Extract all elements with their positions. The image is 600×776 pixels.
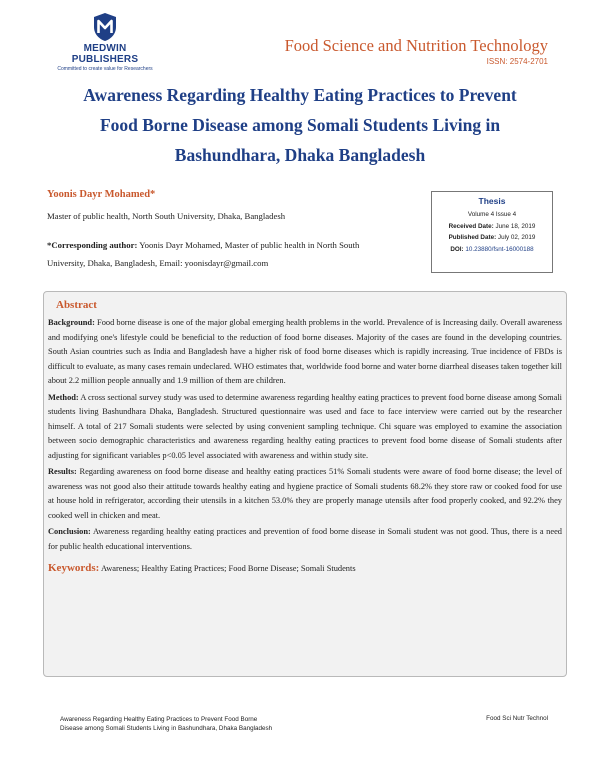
author-affiliation: Master of public health, North South University, Dhaka, Bangladesh xyxy=(47,211,286,221)
footer-running-title xyxy=(60,715,320,733)
medwin-shield-m-logo xyxy=(92,12,118,42)
corresponding-author xyxy=(47,236,397,272)
published-date xyxy=(432,232,552,244)
publisher-logo xyxy=(50,12,160,72)
section-label: Method: xyxy=(48,392,79,402)
abstract-method xyxy=(48,391,562,464)
abstract-heading: Abstract xyxy=(56,299,97,311)
author-name: Yoonis Dayr Mohamed* xyxy=(47,189,156,200)
abstract-background xyxy=(48,316,562,389)
section-text: A cross sectional survey study was used to determine awareness regarding healthy eating practices to prevent food borne disease among Somali students living Bashundhara Dhaka, Bangladesh. Structured questionnaire was used and face to face interview were carried out by the researcher himself. A total of 217 Somali students were selected by using convenient sampling technique. Chi square was employed to examine the association between socio demographic characteristics and awareness regarding healthy eating practices to prevent food borne disease of Somali students after adjusting for significant variables p<0.05 level associated with awareness and within study site. xyxy=(48,392,562,460)
title-line: Awareness Regarding Healthy Eating Practices to Prevent xyxy=(83,85,517,105)
doi xyxy=(432,244,552,256)
corresponding-label: *Corresponding author: xyxy=(47,240,138,250)
publisher-name: MEDWIN PUBLISHERS xyxy=(71,43,139,65)
article-info-box xyxy=(431,191,553,273)
volume-issue: Volume 4 Issue 4 xyxy=(467,211,517,218)
title-line: Food Borne Disease among Somali Students Living in xyxy=(99,115,501,135)
received-date xyxy=(432,221,552,233)
section-label: Results: xyxy=(48,467,77,476)
published-label: Published Date: xyxy=(448,234,497,241)
section-label: Conclusion: xyxy=(48,527,91,536)
section-text: Awareness regarding healthy eating practices and prevention of food borne disease in Somali student was not good. Thus, there is a need for public health educational interventions. xyxy=(48,527,562,551)
keywords-label: Keywords: xyxy=(48,562,100,574)
doi-label: DOI: xyxy=(450,245,464,253)
article-title xyxy=(40,80,560,170)
journal-issn: ISSN: 2574-2701 xyxy=(486,57,548,66)
section-label: Background: xyxy=(48,318,95,327)
section-text: Regarding awareness on food borne disease and healthy eating practices 51% Somali students were aware of food borne disease; the level of awareness was not good also their attitude towards healthy eating and hygiene practice of Somali students 68.2% they store raw or cooked food for use at house hold in refrigerator, according their utensils in a kitchen 53.0% they are properly manage utensils after food properly cooked, and 92.2% they cooked well in chicken and meat. xyxy=(48,467,562,520)
published-value: July 02, 2019 xyxy=(496,234,536,241)
article-type: Thesis xyxy=(478,196,506,206)
abstract-box xyxy=(43,291,567,677)
abstract-conclusion xyxy=(48,525,562,554)
corresponding-text: Yoonis Dayr Mohamed, Master of public health in North South University, Dhaka, Bangladesh, Email: yoonisdayr@gmail.com xyxy=(47,240,360,268)
publisher-tagline: Committed to create value for Researchers xyxy=(57,66,153,72)
received-label: Received Date: xyxy=(448,222,494,230)
section-text: Food borne disease is one of the major global emerging health problems in the world. Prevalence of is Increasing daily. Overall awareness and modifying one's lifestyle could be beneficial to the reduction of food borne diseases. Majority of the cases are found in the developing countries. South Asian countries such as India and Bangladesh have a higher risk of food borne diseases which is rapidly increasing. True incidence of FBDs is difficult to evaluate, as many cases remain undeclared. WHO estimates that, worldwide food borne and water borne diarrheal diseases taken together kill about 2.2 million people annually and 1.9 million of them are children. xyxy=(48,318,562,385)
keywords-text: Awareness; Healthy Eating Practices; Food Borne Disease; Somali Students xyxy=(99,564,356,573)
footer-line: Awareness Regarding Healthy Eating Practices to Prevent Food Borne xyxy=(60,716,258,723)
received-value: June 18, 2019 xyxy=(493,222,536,230)
journal-name: Food Science and Nutrition Technology xyxy=(284,36,548,55)
footer-line: Disease among Somali Students Living in Bashundhara, Dhaka Bangladesh xyxy=(60,725,273,732)
footer-journal-abbrev: Food Sci Nutr Technol xyxy=(486,715,548,722)
keywords xyxy=(48,562,562,574)
abstract-results xyxy=(48,465,562,523)
title-line: Bashundhara, Dhaka Bangladesh xyxy=(174,145,426,165)
doi-link[interactable]: 10.23880/fsnt-16000188 xyxy=(463,245,534,253)
